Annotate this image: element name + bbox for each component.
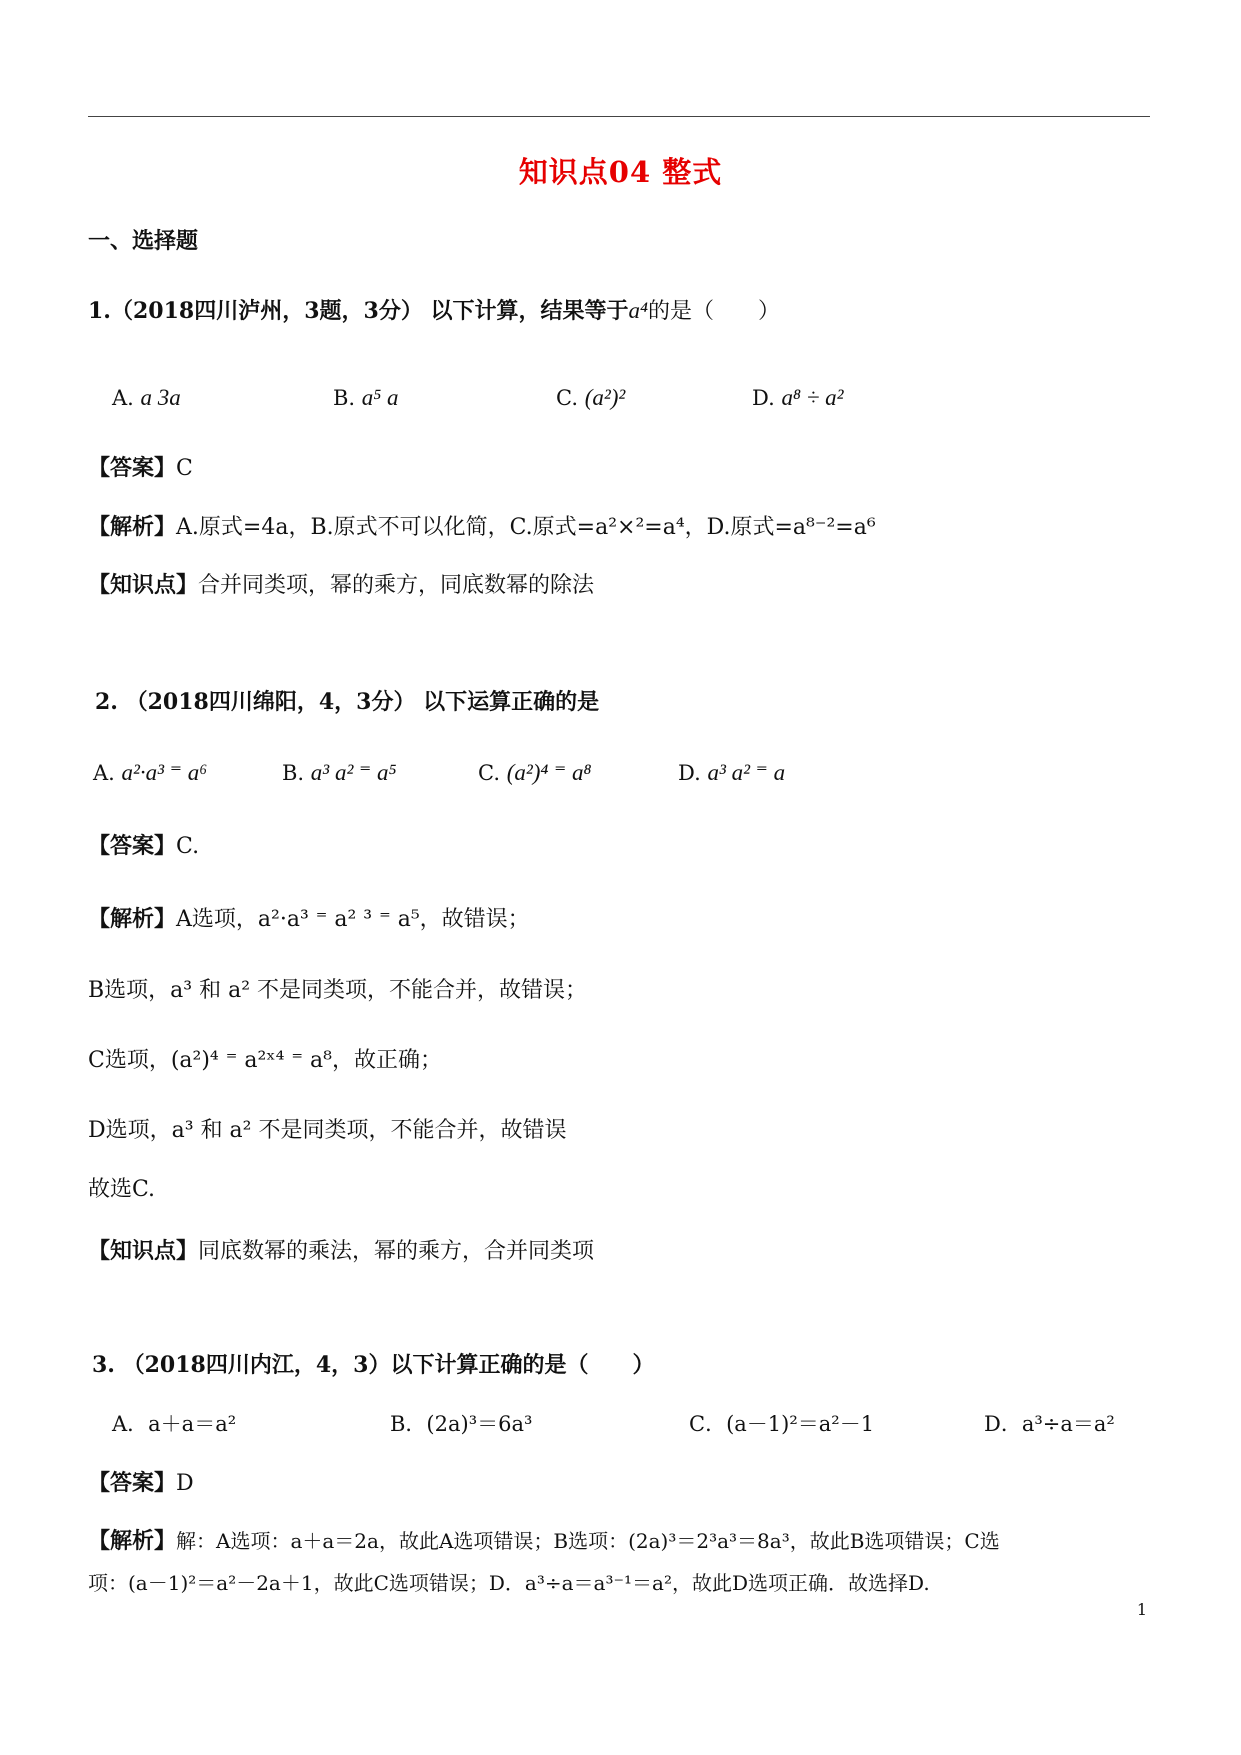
q2-answer bbox=[88, 831, 199, 862]
q2-conclusion: 故选C. bbox=[88, 1177, 156, 1202]
q1-stem-prefix: 1.（2018四川泸州，3题，3分） 以下计算，结果等于 bbox=[88, 298, 629, 324]
q2-option-c-label: C. bbox=[478, 761, 500, 785]
q2-analysis-line-3: C选项，(a²)⁴ ⁼ a²ˣ⁴ ⁼ a⁸，故正确； bbox=[88, 1048, 442, 1073]
q1-analysis bbox=[88, 512, 876, 543]
q1-answer-tag: 【答案】 bbox=[88, 455, 177, 481]
q3-option-a: A．a＋a＝a² bbox=[112, 1412, 237, 1436]
q2-answer-tag: 【答案】 bbox=[88, 833, 177, 859]
q2-stem: 2. （2018四川绵阳，4，3分） 以下运算正确的是 bbox=[95, 689, 600, 715]
q3-answer-value: D bbox=[176, 1471, 194, 1496]
q2-analysis-line-4: D选项，a³ 和 a² 不是同类项，不能合并，故错误 bbox=[88, 1118, 567, 1143]
q2-option-a bbox=[93, 758, 207, 788]
q2-option-a-expr: a²·a³ ⁼ a⁶ bbox=[121, 760, 208, 785]
page-number: 1 bbox=[1136, 1600, 1147, 1619]
q2-analysis-line-1 bbox=[88, 904, 530, 935]
q1-option-b-label: B. bbox=[333, 386, 356, 410]
q2-option-c-expr: (a²)⁴ ⁼ a⁸ bbox=[506, 760, 592, 785]
q2-option-d-label: D. bbox=[678, 761, 701, 785]
q2-knowledge bbox=[88, 1236, 594, 1267]
q2-analysis-text-1: A选项，a²·a³ ⁼ a² ³ ⁼ a⁵，故错误； bbox=[176, 907, 530, 932]
q1-option-c-label: C. bbox=[556, 386, 578, 410]
q2-option-d bbox=[678, 758, 785, 788]
q2-option-c bbox=[478, 758, 592, 788]
q1-answer bbox=[88, 453, 193, 484]
page-title: 知识点04 整式 bbox=[518, 155, 723, 189]
q3-option-b: B．(2a)³＝6a³ bbox=[390, 1412, 533, 1436]
q1-option-b bbox=[333, 383, 399, 413]
q1-analysis-text: A.原式=4a，B.原式不可以化简，C.原式=a²×²=a⁴，D.原式=a⁸⁻²=a⁶ bbox=[176, 515, 876, 540]
q3-option-c: C．(a－1)²＝a²－1 bbox=[689, 1412, 875, 1436]
header-rule bbox=[88, 116, 1150, 117]
q1-option-c-expr: (a²)² bbox=[584, 385, 626, 410]
q1-option-a-label: A. bbox=[112, 386, 134, 410]
section-heading: 一、选择题 bbox=[88, 228, 199, 254]
q2-analysis-line-2: B选项，a³ 和 a² 不是同类项，不能合并，故错误； bbox=[88, 978, 588, 1003]
q2-option-a-label: A. bbox=[93, 761, 115, 785]
q2-option-b-label: B. bbox=[282, 761, 305, 785]
q2-analysis-tag: 【解析】 bbox=[88, 906, 177, 932]
q1-option-b-expr: a⁵ a bbox=[361, 385, 399, 410]
q1-option-a-expr: a 3a bbox=[140, 385, 181, 410]
q1-stem-suffix: 的是（ ） bbox=[647, 299, 780, 324]
q2-option-b bbox=[282, 758, 396, 788]
q3-analysis-tag: 【解析】 bbox=[88, 1528, 177, 1554]
q3-analysis-text-1: 解：A选项：a＋a＝2a，故此A选项错误；B选项：(2a)³＝2³a³＝8a³，故此B选项错误；C选 bbox=[176, 1529, 1000, 1553]
q2-answer-value: C. bbox=[176, 834, 200, 859]
q3-answer bbox=[88, 1468, 194, 1499]
q3-answer-tag: 【答案】 bbox=[88, 1470, 177, 1496]
q1-option-d bbox=[752, 383, 843, 413]
q1-knowledge-text: 合并同类项，幂的乘方，同底数幂的除法 bbox=[198, 573, 595, 598]
q2-option-d-expr: a³ a² ⁼ a bbox=[707, 760, 786, 785]
q1-knowledge bbox=[88, 570, 594, 601]
q1-analysis-tag: 【解析】 bbox=[88, 514, 177, 540]
q1-stem-math: a⁴ bbox=[628, 298, 648, 323]
q1-knowledge-tag: 【知识点】 bbox=[88, 572, 199, 598]
q3-option-d: D．a³÷a＝a² bbox=[984, 1412, 1115, 1436]
q1-option-d-expr: a⁸ ÷ a² bbox=[781, 385, 844, 410]
q3-analysis-line-2: 项：(a－1)²＝a²－2a＋1，故此C选项错误；D．a³÷a＝a³⁻¹＝a²，故此D选项正确．故选择D. bbox=[88, 1571, 930, 1595]
q3-analysis-line-1 bbox=[88, 1526, 1000, 1556]
q1-option-a bbox=[112, 383, 181, 413]
q1-option-d-label: D. bbox=[752, 386, 775, 410]
q2-knowledge-tag: 【知识点】 bbox=[88, 1238, 199, 1264]
q1-answer-value: C bbox=[176, 456, 193, 481]
q3-stem: 3. （2018四川内江，4，3）以下计算正确的是（ ） bbox=[92, 1352, 655, 1378]
q1-stem bbox=[88, 296, 780, 327]
q2-knowledge-text: 同底数幂的乘法，幂的乘方，合并同类项 bbox=[198, 1239, 595, 1264]
q2-option-b-expr: a³ a² ⁼ a⁵ bbox=[310, 760, 397, 785]
q1-option-c bbox=[556, 383, 625, 413]
